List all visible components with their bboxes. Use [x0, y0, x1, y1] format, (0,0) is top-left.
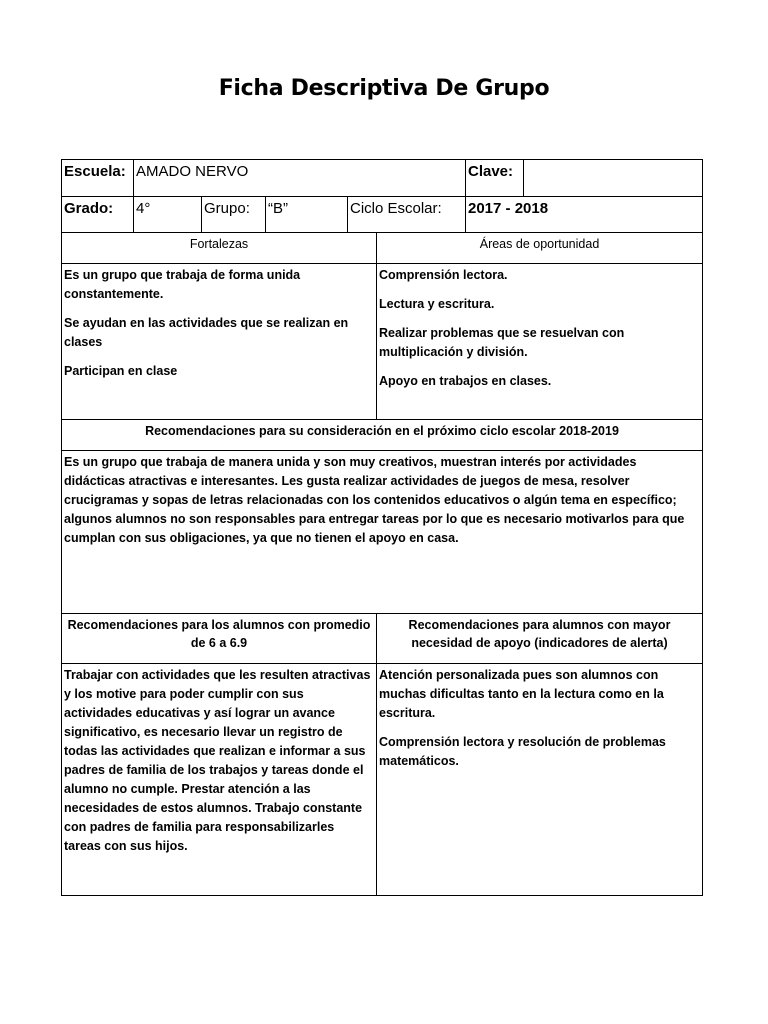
grade-row: [61, 196, 703, 232]
escuela-label: Escuela:: [62, 160, 134, 196]
ciclo-value: 2017 - 2018: [468, 200, 549, 217]
fortaleza-item: Participan en clase: [64, 364, 178, 378]
grado-label: Grado:: [62, 197, 134, 232]
recomendaciones-text: Es un grupo que trabaja de manera unida y son muy creativos, muestran interés por actividades didácticas atractivas e interesantes. Les gusta realizar actividades de juegos de mesa, resolver crucigramas y sopas de letras relacionadas con los contenidos educativos o algún tema en específico; algunos alumnos no son responsables para entregar tareas por lo que es necesario motivarlos para que cumplan con sus obligaciones, ya que no tienen el apoyo en casa.: [64, 455, 685, 545]
grado-value: 4°: [134, 197, 202, 232]
clave-label: Clave:: [466, 160, 524, 196]
fortaleza-item: Es un grupo que trabaja de forma unida constantemente.: [64, 268, 301, 301]
escuela-value: AMADO NERVO: [134, 160, 466, 196]
necesidad-header: Recomendaciones para alumnos con mayor necesidad de apoyo (indicadores de alerta): [408, 618, 671, 650]
area-item: Realizar problemas que se resuelvan con multiplicación y división.: [379, 326, 625, 359]
recomendaciones-header: Recomendaciones para su consideración en el próximo ciclo escolar 2018-2019: [145, 424, 619, 438]
areas-header: Áreas de oportunidad: [479, 237, 600, 251]
fortalezas-list: [62, 264, 377, 419]
area-item: Apoyo en trabajos en clases.: [379, 374, 552, 388]
school-row: [61, 159, 703, 196]
fortaleza-item: Se ayudan en las actividades que se realizan en clases: [64, 316, 349, 349]
promedio-header: Recomendaciones para los alumnos con promedio de 6 a 6.9: [62, 614, 377, 663]
descriptive-form-table: [61, 159, 703, 896]
strengths-header-row: [61, 232, 703, 263]
grupo-value: “B”: [266, 197, 348, 232]
students-header-row: [61, 613, 703, 663]
clave-value: [524, 160, 702, 196]
area-item: Lectura y escritura.: [379, 297, 495, 311]
recommendations-header-row: [61, 419, 703, 450]
necesidad-item: Atención personalizada pues son alumnos con muchas dificultas tanto en la lectura como en la escritura.: [379, 668, 664, 720]
fortalezas-header: Fortalezas: [62, 233, 377, 263]
necesidad-list: [377, 664, 702, 895]
strengths-content-row: [61, 263, 703, 419]
promedio-text: Trabajar con actividades que les resulten atractivas y los motive para poder cumplir con sus actividades educativas y así lograr un avance significativo, es necesario llevar un registro de todas las actividades que realizan e informar a sus padres de familia de los trabajos y tareas donde el alumno no cumple. Prestar atención a las necesidades de estos alumnos. Trabajo constante con padres de familia para responsabilizarles tareas con sus hijos.: [62, 664, 377, 895]
area-item: Comprensión lectora.: [379, 268, 508, 282]
grupo-label: Grupo:: [202, 197, 266, 232]
students-content-row: [61, 663, 703, 896]
ciclo-label: Ciclo Escolar:: [348, 197, 466, 232]
areas-list: [377, 264, 702, 419]
necesidad-item: Comprensión lectora y resolución de problemas matemáticos.: [379, 735, 666, 768]
page-title: Ficha Descriptiva De Grupo: [218, 76, 550, 101]
recommendations-content-row: [61, 450, 703, 613]
